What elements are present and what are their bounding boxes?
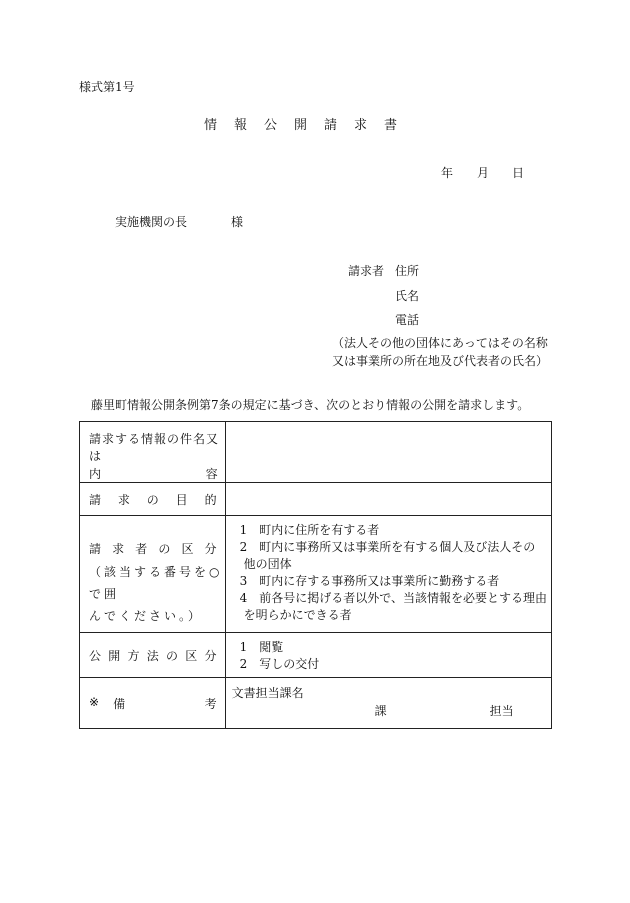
value-requester-category	[225, 516, 551, 633]
requester-heading: 請求者	[348, 264, 385, 278]
label-purpose-char: の	[146, 492, 159, 507]
row-requester-category	[80, 516, 552, 633]
label-method-char: 法	[146, 648, 159, 663]
requester-phone-label: 電話	[395, 313, 420, 327]
method-option-2[interactable]: 2 写しの交付	[239, 657, 320, 671]
label-method-char: 開	[108, 648, 121, 663]
label-subject-line1: 請求する情報の件名又は	[89, 432, 220, 463]
value-purpose[interactable]	[225, 483, 551, 516]
label-purpose	[80, 483, 226, 516]
remarks-mark: ※	[89, 694, 100, 709]
label-method-char: の	[166, 648, 179, 663]
label-disclosure-method	[80, 633, 226, 678]
person-label: 担当	[489, 704, 514, 718]
document-title: 情報公開請求書	[204, 118, 415, 133]
dept-label: 文書担当課名	[231, 686, 304, 700]
method-option-1[interactable]: 1 閲覧	[239, 640, 284, 654]
category-option-3[interactable]: 3 町内に存する事務所又は事業所に勤務する者	[239, 574, 500, 588]
label-requester-category	[80, 516, 226, 633]
label-subject-char-b: 容	[205, 467, 218, 481]
remarks-char-a: 備	[113, 696, 126, 711]
value-disclosure-method	[225, 633, 551, 678]
label-category-char: 者	[135, 542, 148, 556]
category-option-1[interactable]: 1 町内に住所を有する者	[239, 523, 380, 537]
label-category-char: の	[158, 542, 171, 556]
label-method-char: 公	[89, 648, 102, 663]
label-category-char: 区	[181, 542, 194, 556]
row-information-subject	[80, 422, 552, 483]
label-subject-char-a: 内	[89, 467, 102, 481]
addressee-label: 実施機関の長	[115, 215, 188, 229]
category-option-2-cont: 他の団体	[243, 557, 292, 571]
value-remarks	[225, 678, 551, 729]
label-category-note-line1: （該当する番号を○で囲	[89, 565, 223, 601]
intro-text: 藤里町情報公開条例第7条の規定に基づき、次のとおり情報の公開を請求します。	[91, 398, 530, 412]
date-day-label: 日	[512, 166, 525, 180]
form-number: 様式第1号	[79, 80, 135, 94]
requester-address-label: 住所	[395, 264, 420, 278]
label-purpose-char: 目	[175, 492, 188, 507]
label-method-char: 分	[204, 648, 217, 663]
label-method-char: 方	[127, 648, 140, 663]
label-remarks	[80, 678, 226, 729]
value-information-subject[interactable]	[225, 422, 551, 483]
requester-name-label: 氏名	[395, 289, 420, 303]
date-year-label: 年	[441, 166, 454, 180]
label-category-char: 求	[112, 542, 125, 556]
label-category-char: 分	[204, 542, 217, 556]
label-method-char: 区	[185, 648, 198, 663]
section-label: 課	[374, 704, 387, 718]
requester-note-line1: （法人その他の団体にあってはその名称	[332, 336, 548, 350]
row-remarks	[80, 678, 552, 729]
row-purpose	[80, 483, 552, 516]
label-category-char: 請	[89, 542, 102, 556]
category-option-4[interactable]: 4 前各号に掲げる者以外で、当該情報を必要とする理由	[239, 591, 547, 605]
category-option-2[interactable]: 2 町内に事務所又は事業所を有する個人及び法人その	[239, 540, 536, 554]
row-disclosure-method	[80, 633, 552, 678]
label-purpose-char: 請	[89, 492, 102, 507]
addressee-honorific: 様	[231, 215, 244, 229]
category-option-4-cont: を明らかにできる者	[243, 608, 352, 622]
label-information-subject	[80, 422, 226, 483]
label-category-note-line2: んでください。）	[89, 609, 204, 623]
label-purpose-char: 的	[204, 492, 217, 507]
date-month-label: 月	[477, 166, 490, 180]
label-purpose-char: 求	[117, 492, 130, 507]
remarks-char-b: 考	[204, 696, 217, 711]
requester-note-line2: 又は事業所の所在地及び代表者の氏名）	[332, 354, 549, 368]
request-form-table	[79, 421, 552, 729]
